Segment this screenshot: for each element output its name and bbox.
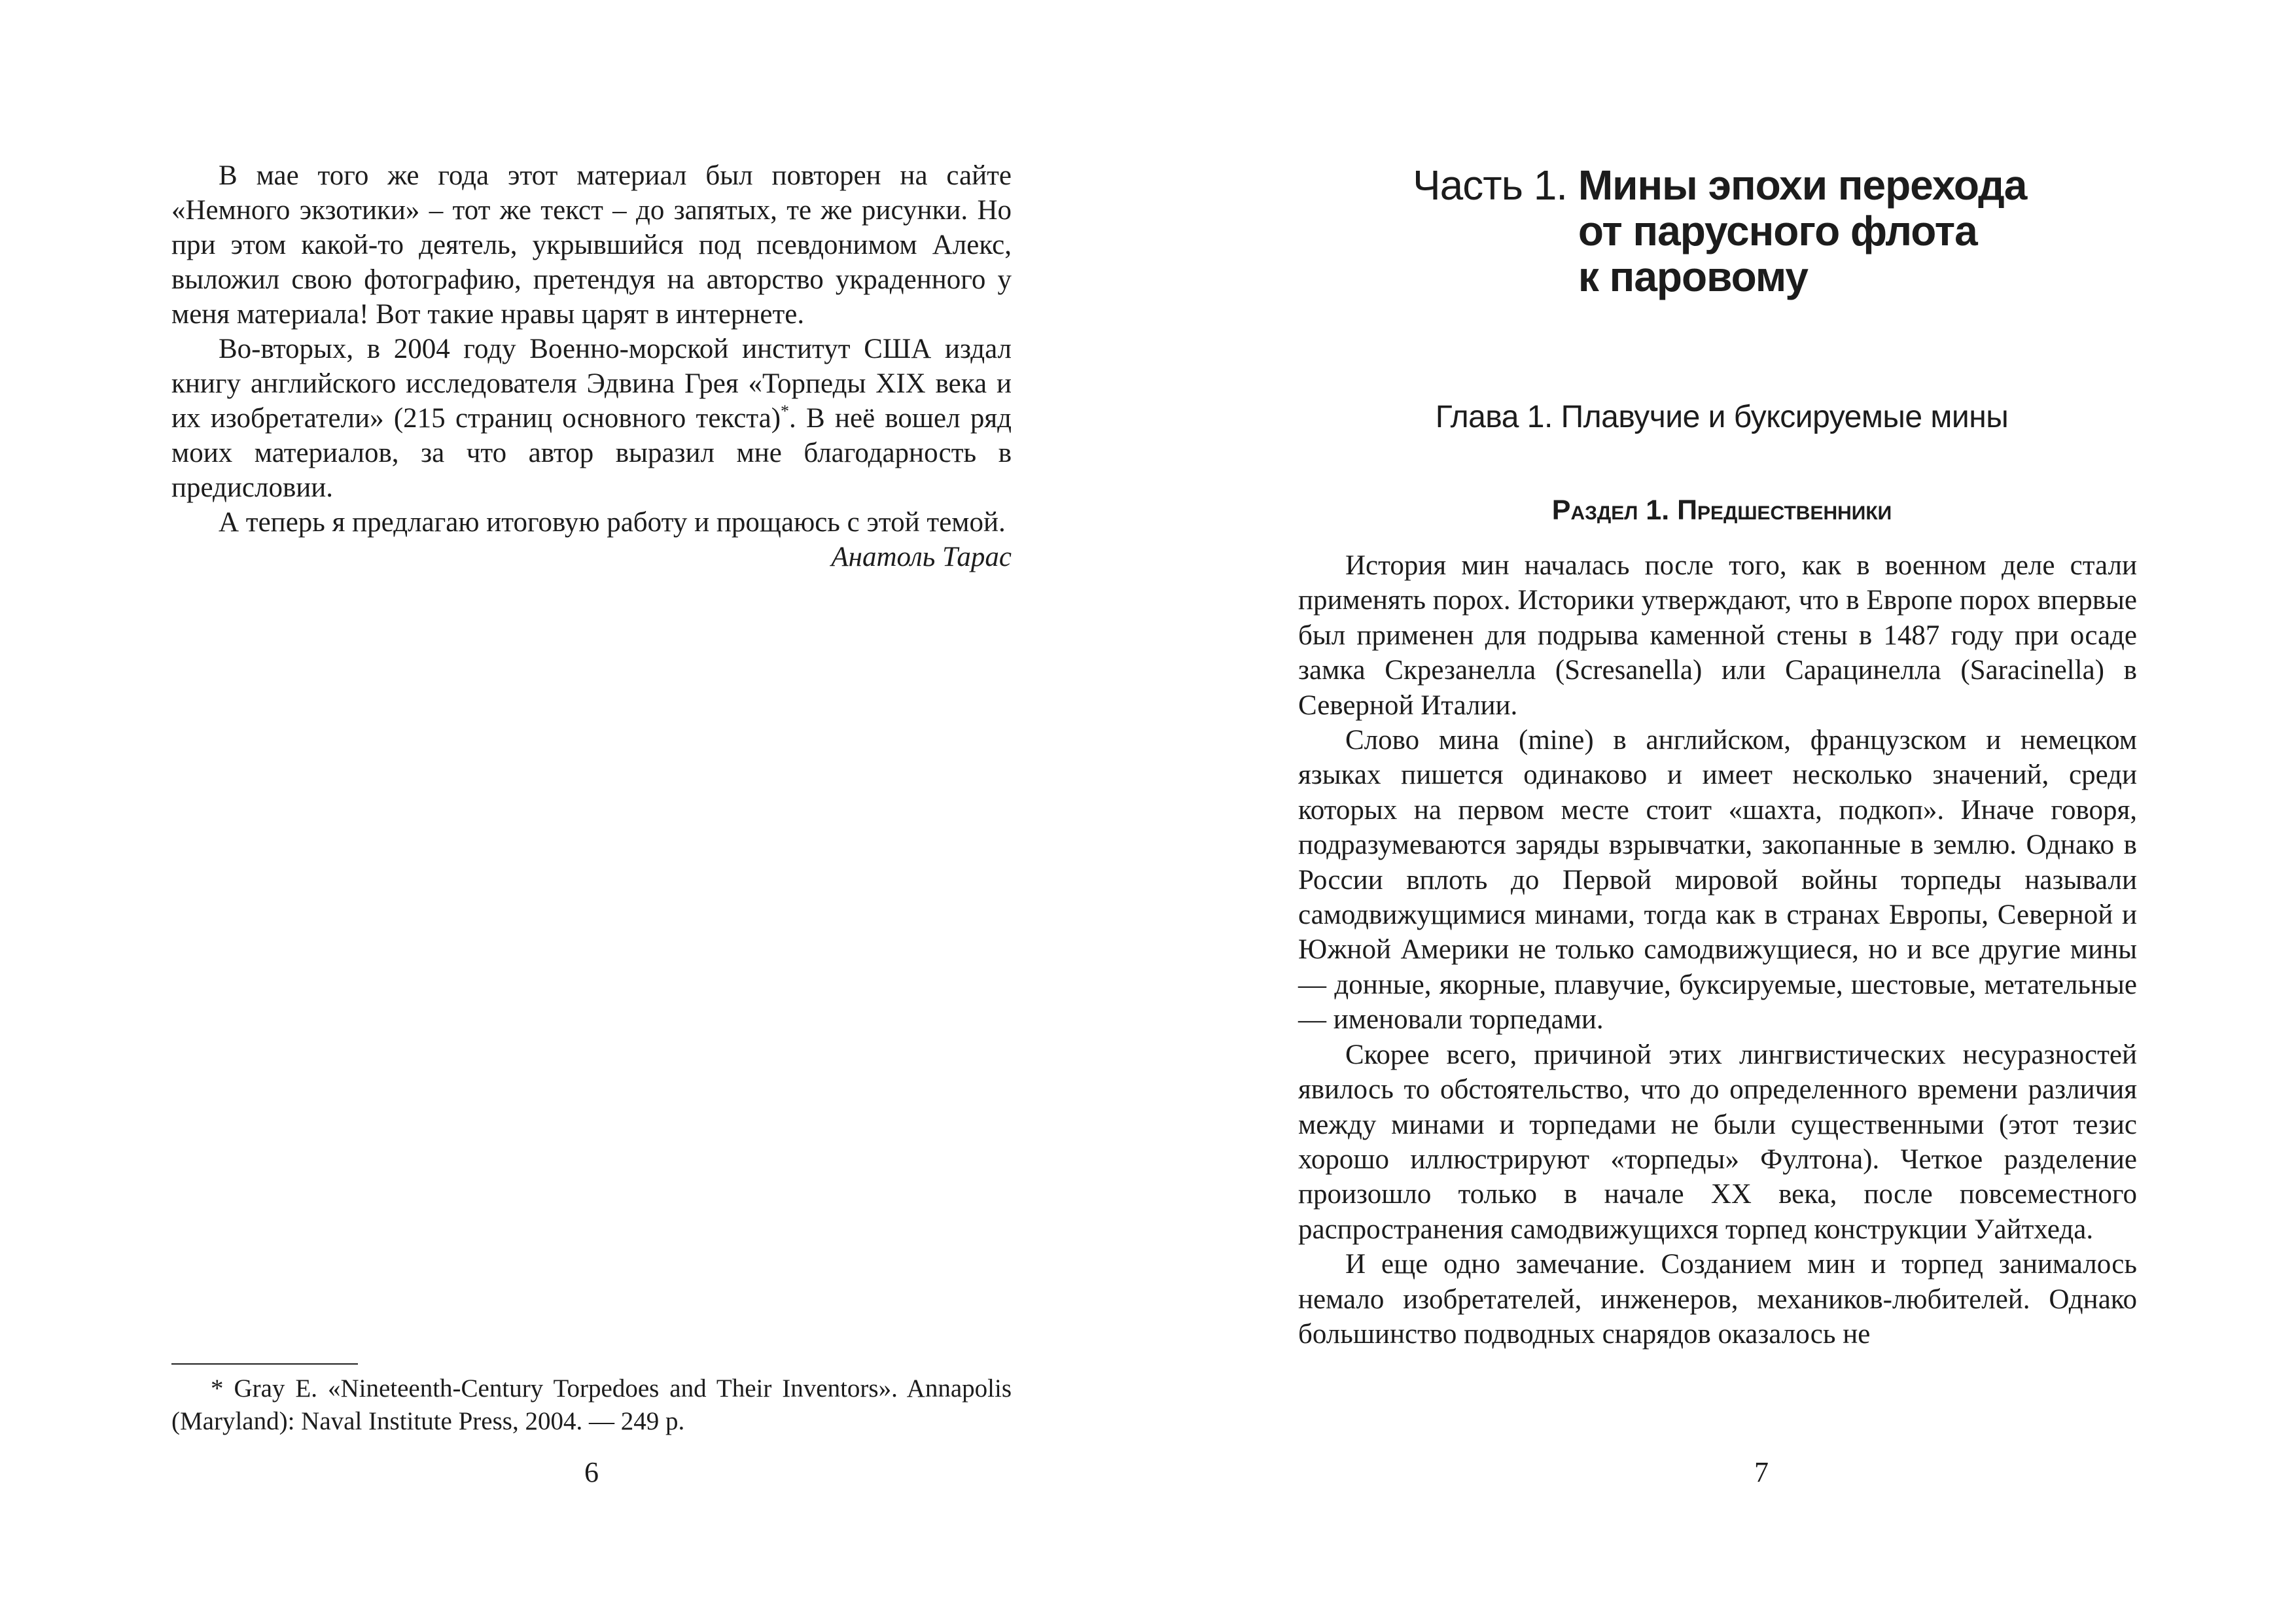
right-page xyxy=(1148,0,2296,1623)
part-label: Часть 1. xyxy=(1413,162,1578,209)
section-heading: Раздел 1. Предшественники xyxy=(1551,495,1892,526)
footnote-marker: * xyxy=(781,402,790,421)
page-number: 7 xyxy=(1754,1456,1769,1488)
right-page-body xyxy=(1298,548,2137,1352)
paragraph: Слово мина (mine) в английском, французском и немецком языках пишется одинаково и имеет несколько значений, среди которых на первом месте стоит «шахта, подкоп». Иначе говоря, подразумеваются заряды взрывчатки, закопанные в землю. Однако в России вплоть до Первой мировой войны торпеды называли самодвижущимися минами, тогда как в странах Европы, Северной и Южной Америки не только самодвижущиеся, но и все другие мины — донные, якорные, плавучие, буксируемые, шестовые, метательные — именовали торпедами. xyxy=(1298,725,2137,1036)
paragraph: История мин началась после того, как в военном деле стали применять порох. Историки утверждают, что в Европе порох впервые был применен для подрыва каменной стены в 1487 году при осаде замка Скрезанелла (Scresanella) или Сарацинелла (Saracinella) в Северной Италии. xyxy=(1298,550,2137,721)
author-signature: Анатоль Тарас xyxy=(831,542,1012,572)
part-title-line: к паровому xyxy=(1578,253,1808,300)
page-number: 6 xyxy=(584,1456,599,1488)
paragraph: А теперь я предлагаю итоговую работу и прощаюсь с этой темой. xyxy=(219,507,1006,538)
paragraph: И еще одно замечание. Созданием мин и торпед занималось немало изобретателей, инженеров, механиков-любителей. Однако большинство подводных снарядов оказалось не xyxy=(1298,1249,2137,1350)
part-title-line: от парусного флота xyxy=(1578,207,1977,254)
footnote: * Gray E. «Nineteenth-Century Torpedoes and Their Inventors». Annapolis (Maryland): Naval Institute Press, 2004. — 249 p. xyxy=(171,1374,1012,1435)
paragraph-text: . В неё вошел ряд моих материалов, за что автор выразил мне благодарность в предисловии. xyxy=(171,403,1012,503)
paragraph-text: Во-вторых, в 2004 году Военно-морской институт США издал книгу английского исследователя Эдвина Грея «Торпеды XIX века и их изобретатели» (215 страниц основного текста) xyxy=(171,334,1012,434)
chapter-heading: Глава 1. Плавучие и буксируемые мины xyxy=(1435,400,2009,434)
part-heading xyxy=(1413,162,2224,300)
paragraph xyxy=(171,332,1012,505)
paragraph: В мае того же года этот материал был повторен на сайте «Немного экзотики» – тот же текст – до запятых, те же рисунки. Но при этом какой-то деятель, укрывшийся под псевдонимом Алекс, выложил свою фотографию, претендуя на авторство украденного у меня материала! Вот такие нравы царят в интернете. xyxy=(171,160,1012,330)
paragraph: Скорее всего, причиной этих лингвистических несуразностей явилось то обстоятельство, что до определенного времени различия между минами и торпедами не были существенными (этот тезис хорошо иллюстрируют «торпеды» Фултона). Четкое разделение произошло только в начале XX века, после повсеместного распространения самодвижущихся торпед конструкции Уайтхеда. xyxy=(1298,1039,2137,1245)
part-title xyxy=(1578,162,2027,300)
part-title-line: Мины эпохи перехода xyxy=(1578,162,2027,209)
footnote-divider xyxy=(171,1363,358,1365)
left-page-body xyxy=(171,158,1012,574)
